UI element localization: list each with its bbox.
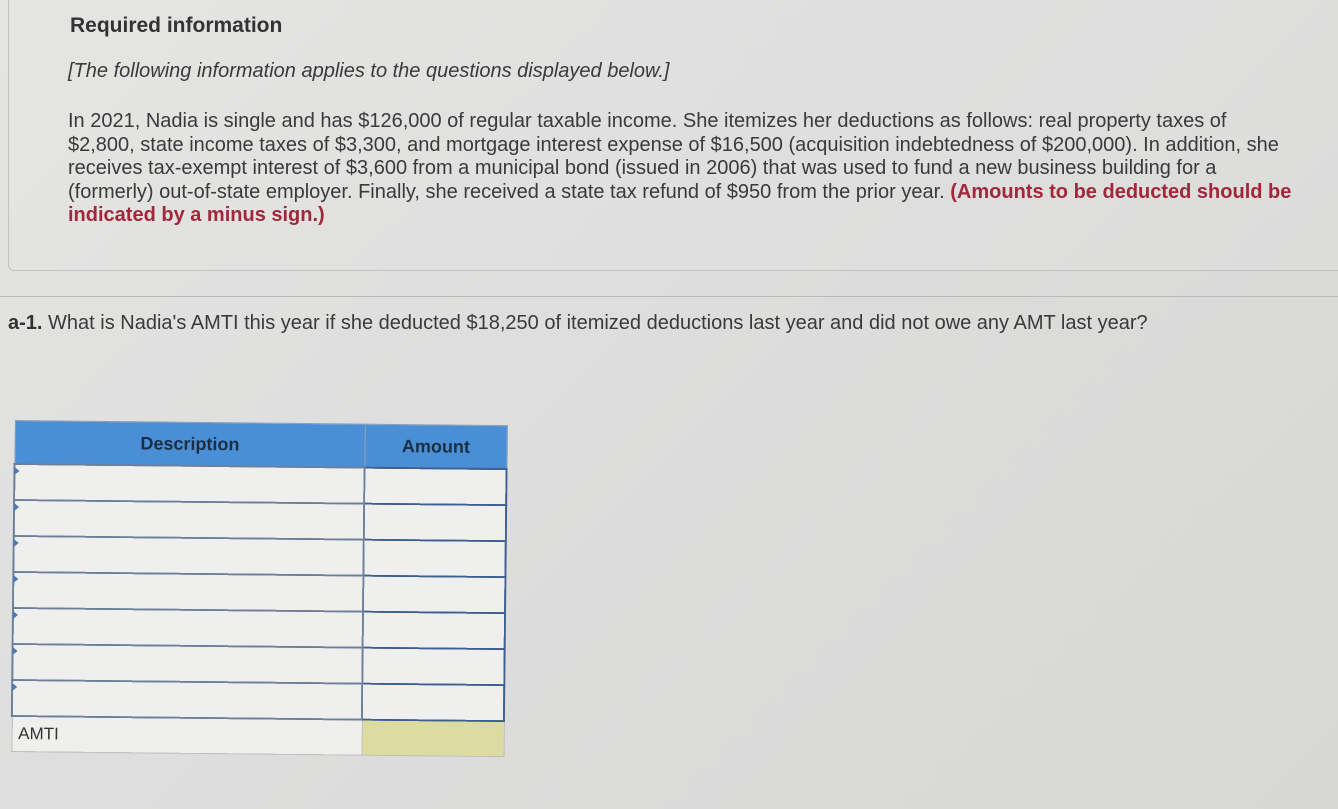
problem-body: In 2021, Nadia is single and has $126,000 of regular taxable income. She itemizes her deductions as follows: real property taxes of $2,800, state income taxes of $3,300, and mortgage interest expense of $16,500 (acquisition indebtedness of $200,000). In addition, she receives tax-exempt interest of $3,600 from a municipal bond (issued in 2006) that was used to fund a new business building for a (formerly) out-of-state employer. Finally, she received a state tax refund of $950 from the prior year.: [68, 110, 1279, 203]
row-marker-icon: [14, 503, 19, 511]
question-number: a-1.: [8, 312, 43, 334]
required-information-title: Required information: [70, 14, 283, 37]
description-input-4[interactable]: [13, 572, 364, 612]
question-a1: [8, 312, 1148, 335]
table-row: [13, 572, 505, 613]
row-marker-icon: [13, 575, 18, 583]
amount-header: Amount: [365, 424, 507, 469]
description-input-7[interactable]: [12, 680, 363, 720]
row-marker-icon: [12, 683, 17, 691]
row-marker-icon: [13, 611, 18, 619]
table-row: [12, 644, 504, 685]
description-input-3[interactable]: [13, 536, 364, 576]
table-row: [13, 536, 505, 577]
description-input-1[interactable]: [14, 464, 365, 504]
minus-sign-note: (Amounts to be deducted should be indicated by a minus sign.): [68, 180, 1292, 226]
table-row: [13, 608, 505, 649]
row-marker-icon: [14, 467, 19, 475]
row-marker-icon: [13, 647, 18, 655]
description-input-6[interactable]: [12, 644, 363, 684]
amount-input-4[interactable]: [363, 576, 505, 613]
problem-statement: [68, 110, 1293, 228]
amount-input-7[interactable]: [362, 684, 504, 721]
table-header-row: [15, 421, 507, 470]
table-row: [12, 680, 504, 721]
amti-total-row: [12, 716, 504, 757]
amount-input-3[interactable]: [364, 540, 506, 577]
answer-table: [11, 420, 508, 757]
amount-input-5[interactable]: [363, 612, 505, 649]
question-text: What is Nadia's AMTI this year if she deducted $18,250 of itemized deductions last year and did not owe any AMT last year?: [48, 312, 1148, 334]
amount-input-6[interactable]: [363, 648, 505, 685]
amount-input-1[interactable]: [364, 468, 506, 505]
row-marker-icon: [14, 539, 19, 547]
description-input-2[interactable]: [14, 500, 365, 540]
section-divider: [0, 296, 1338, 297]
table-row: [14, 464, 506, 505]
table-row: [14, 500, 506, 541]
description-header: Description: [15, 421, 366, 468]
amti-total-input[interactable]: [362, 720, 504, 757]
info-subtitle: [The following information applies to the questions displayed below.]: [68, 60, 670, 82]
description-input-5[interactable]: [13, 608, 364, 648]
amti-label: AMTI: [12, 716, 363, 755]
amount-input-2[interactable]: [364, 504, 506, 541]
